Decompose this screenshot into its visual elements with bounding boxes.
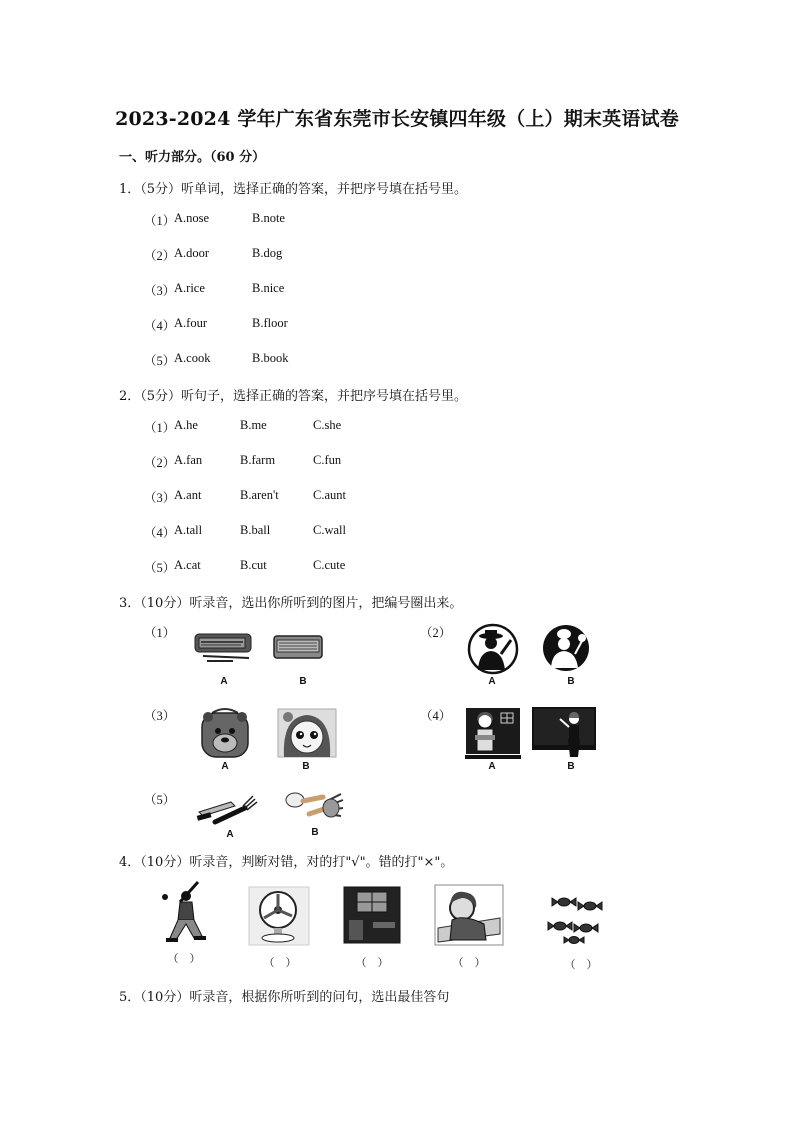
- q2-item-number: （4）: [144, 526, 176, 540]
- q3-label-b: B: [302, 761, 310, 772]
- q2-option-b: B.ball: [240, 523, 271, 537]
- q2-option-c: C.aunt: [313, 488, 346, 502]
- q2-option-a: A.ant: [174, 488, 202, 502]
- q4-answer-blank[interactable]: （ ）: [564, 959, 598, 971]
- q3-label-a: A: [488, 676, 496, 687]
- q2-option-c: C.she: [313, 418, 342, 432]
- q3-label-a: A: [488, 761, 496, 772]
- question-3-stem: 3．（10分）听录音，选出你所听到的图片，把编号圈出来。: [119, 596, 463, 611]
- q4-answer-blank[interactable]: （ ）: [355, 957, 389, 969]
- bear-backpack-icon: [194, 707, 256, 759]
- q3-item-number: （3）: [144, 709, 176, 723]
- dark-room-icon: [343, 886, 401, 944]
- q1-item-number: （4）: [144, 319, 176, 333]
- q1-option-a: A.rice: [174, 281, 205, 295]
- grandmother-icon: [434, 884, 504, 946]
- q3-label-b: B: [567, 676, 575, 687]
- q1-option-b: B.nice: [252, 281, 285, 295]
- q3-label-b: B: [311, 827, 319, 838]
- q1-option-b: B.floor: [252, 316, 288, 330]
- pencil-case-icon: [193, 630, 255, 666]
- cook-silhouette-icon: [541, 624, 591, 672]
- q1-option-a: A.cook: [174, 351, 211, 365]
- electric-fan-icon: [248, 886, 310, 946]
- q4-answer-blank[interactable]: （ ）: [263, 957, 297, 969]
- teacher-blackboard-icon: [532, 707, 596, 759]
- farmer-silhouette-icon: [465, 624, 521, 674]
- q2-option-a: A.tall: [174, 523, 203, 537]
- q2-option-c: C.cute: [313, 558, 346, 572]
- question-4-stem: 4．（10分）听录音，判断对错，对的打"√"。错的打"×"。: [119, 855, 454, 870]
- q2-option-a: A.he: [174, 418, 198, 432]
- closed-pencil-box-icon: [272, 634, 324, 662]
- q4-answer-blank[interactable]: （ ）: [167, 953, 201, 965]
- q3-label-b: B: [567, 761, 575, 772]
- q2-item-number: （2）: [144, 456, 176, 470]
- q2-option-b: B.me: [240, 418, 267, 432]
- q2-option-a: A.cat: [174, 558, 201, 572]
- q2-option-a: A.fan: [174, 453, 203, 467]
- q1-item-number: （3）: [144, 284, 176, 298]
- question-1-stem: 1．（5分）听单词，选择正确的答案，并把序号填在括号里。: [119, 182, 468, 197]
- q1-item-number: （5）: [144, 354, 176, 368]
- baseball-player-icon: [158, 880, 214, 946]
- q3-item-number: （4）: [420, 709, 452, 723]
- q1-item-number: （1）: [144, 214, 176, 228]
- section-heading-listening: 一、听力部分。（60 分）: [119, 150, 266, 165]
- q3-item-number: （5）: [144, 793, 176, 807]
- q3-item-number: （2）: [420, 626, 452, 640]
- teacher-window-icon: [465, 707, 521, 761]
- page-title: 2023-2024 学年广东省东莞市长安镇四年级（上）期末英语试卷: [115, 108, 679, 130]
- q3-label-b: B: [299, 676, 307, 687]
- q3-label-a: A: [220, 676, 228, 687]
- girl-doll-icon: [276, 707, 338, 759]
- q3-label-a: A: [221, 761, 229, 772]
- q1-option-a: A.four: [174, 316, 207, 330]
- spoon-fork-icon: [283, 788, 345, 822]
- q2-item-number: （1）: [144, 421, 176, 435]
- question-5-stem: 5．（10分）听录音，根据你所听到的问句，选出最佳答句: [119, 990, 450, 1005]
- q1-option-b: B.note: [252, 211, 285, 225]
- question-2-stem: 2．（5分）听句子，选择正确的答案，并把序号填在括号里。: [119, 389, 468, 404]
- q2-option-b: B.farm: [240, 453, 276, 467]
- q2-option-b: B.cut: [240, 558, 267, 572]
- q2-item-number: （3）: [144, 491, 176, 505]
- candies-icon: [548, 892, 604, 946]
- knife-fork-icon: [195, 792, 257, 826]
- q2-option-c: C.fun: [313, 453, 342, 467]
- q1-option-b: B.book: [252, 351, 289, 365]
- q2-option-c: C.wall: [313, 523, 346, 537]
- q3-item-number: （1）: [144, 626, 176, 640]
- q1-option-b: B.dog: [252, 246, 283, 260]
- q2-option-b: B.aren't: [240, 488, 279, 502]
- q1-option-a: A.door: [174, 246, 210, 260]
- q3-label-a: A: [226, 829, 234, 840]
- q1-item-number: （2）: [144, 249, 176, 263]
- q4-answer-blank[interactable]: （ ）: [452, 957, 486, 969]
- q2-item-number: （5）: [144, 561, 176, 575]
- q1-option-a: A.nose: [174, 211, 210, 225]
